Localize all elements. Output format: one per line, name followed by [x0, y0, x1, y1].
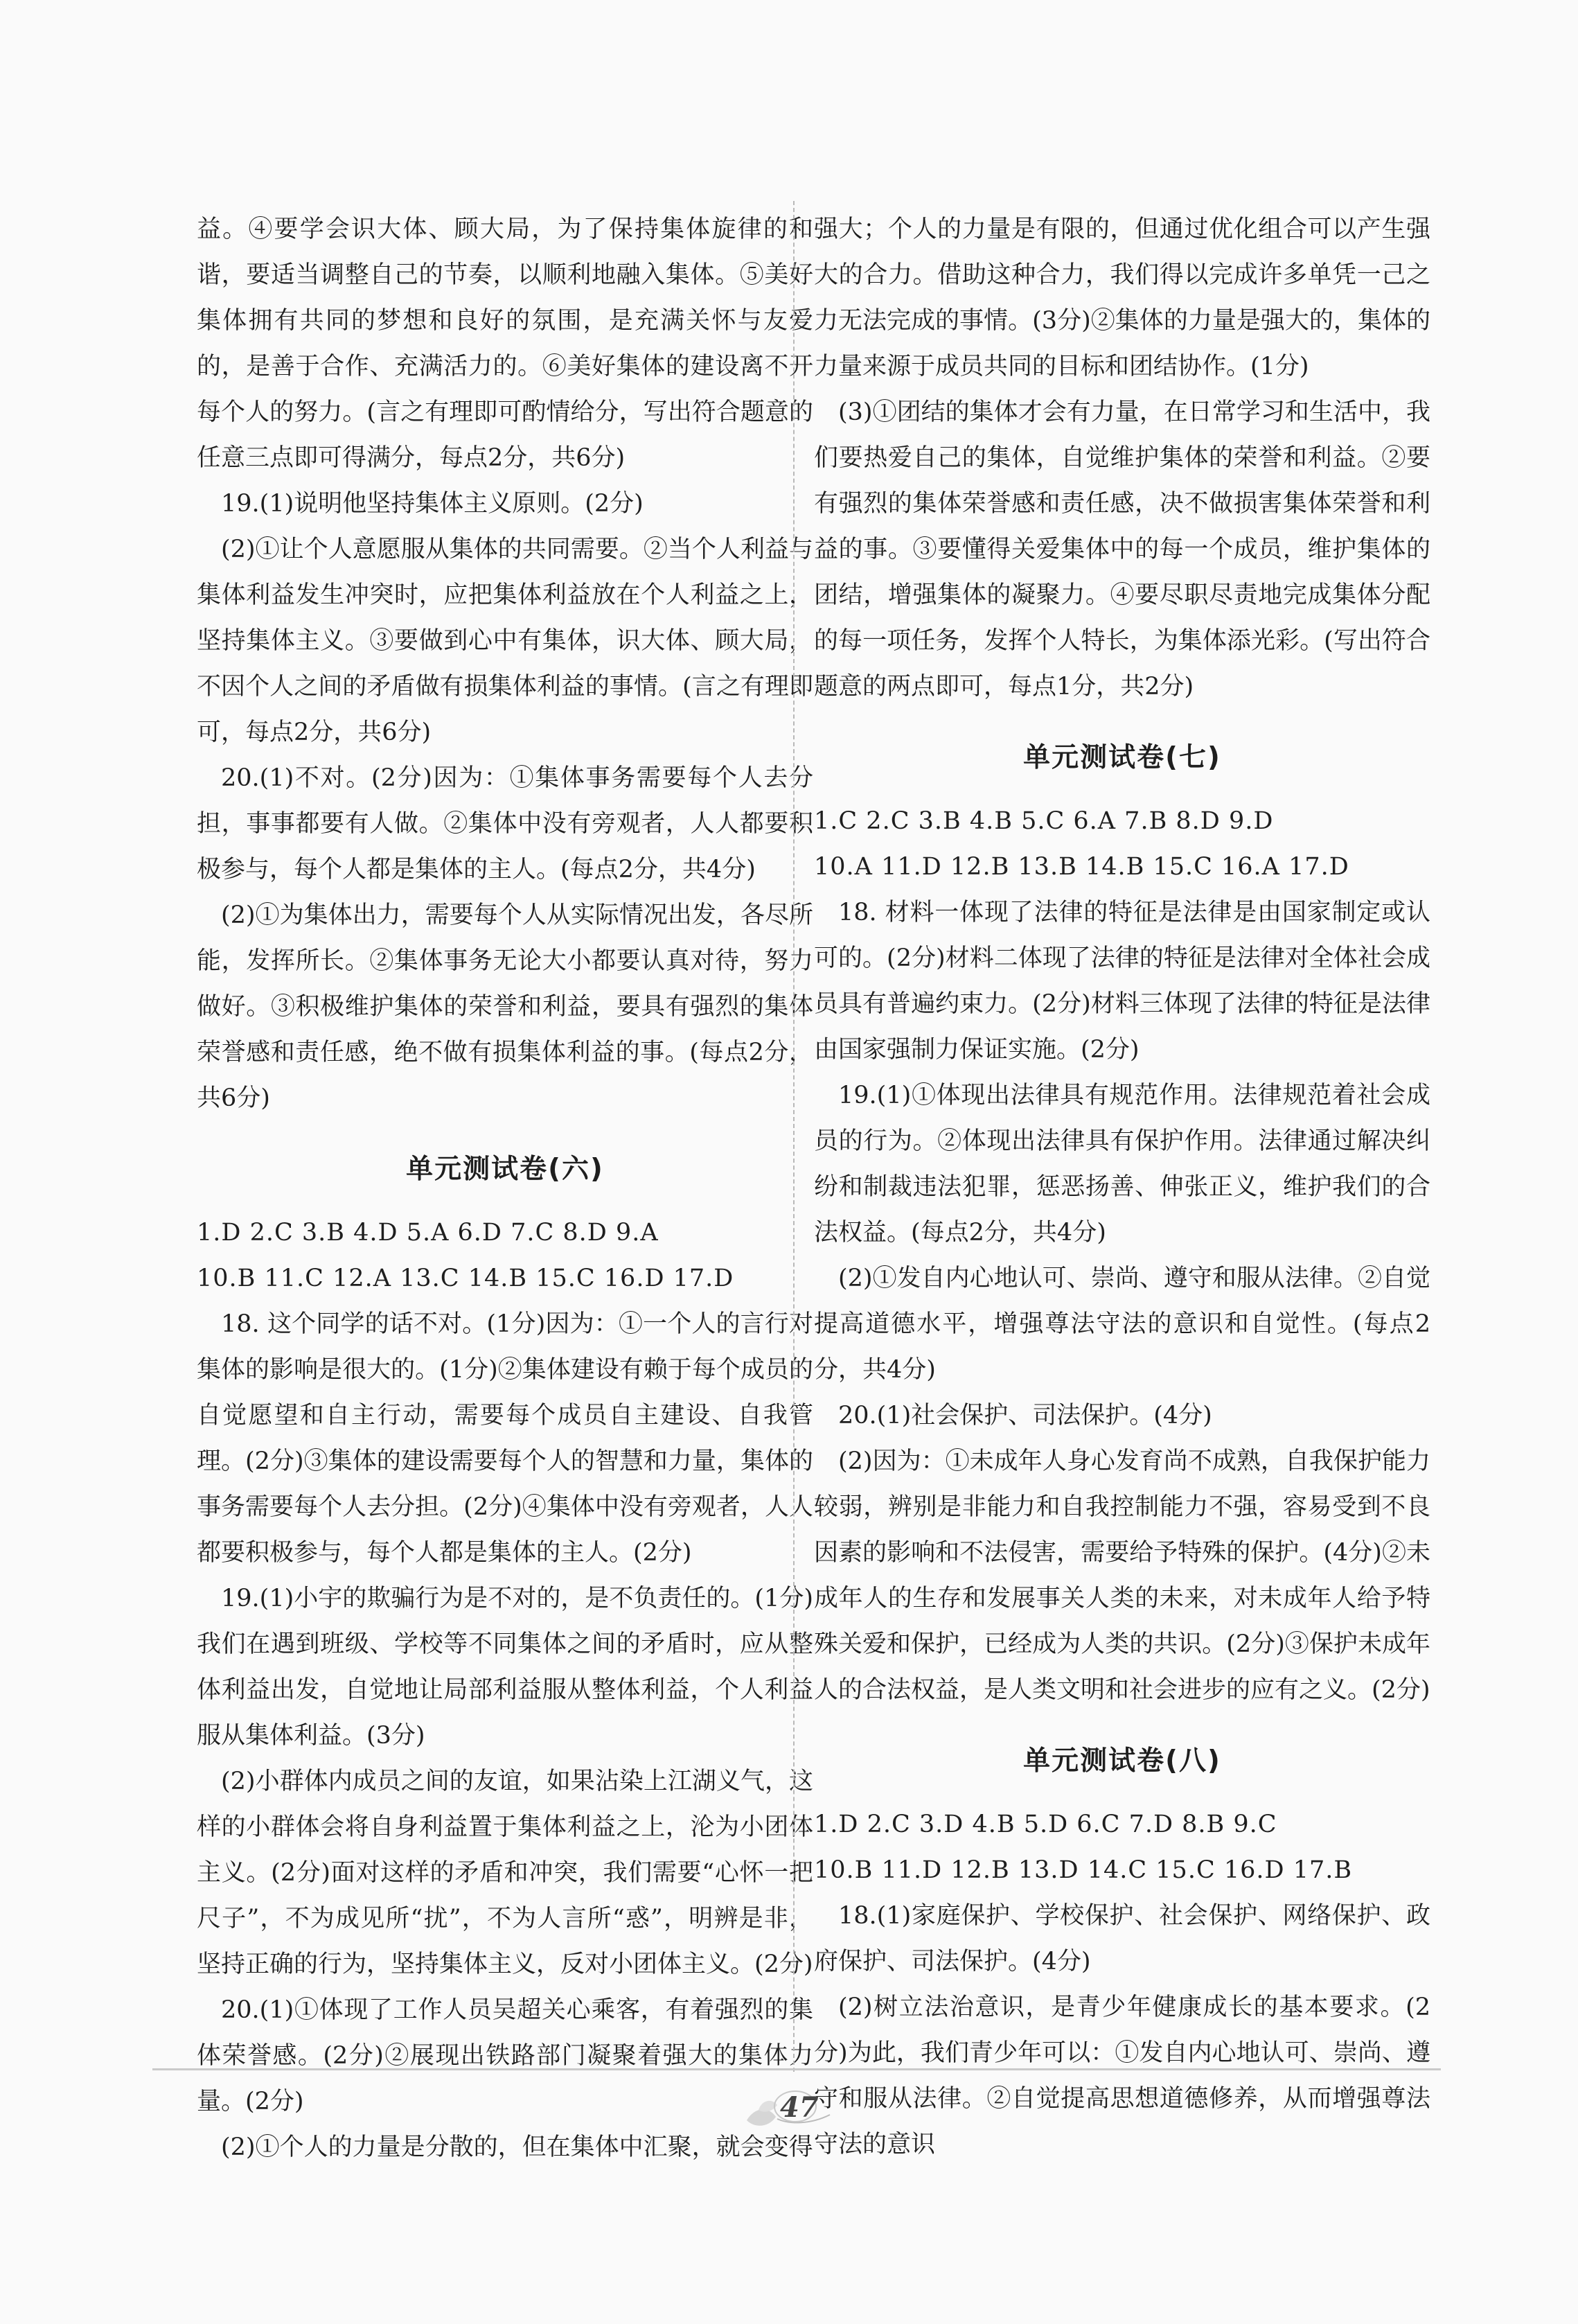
paragraph: 益。④要学会识大体、顾大局，为了保持集体旋律的和谐，要适当调整自己的节奏，以顺利地融入集体。⑤美好集体拥有共同的梦想和良好的氛围，是充满关怀与友爱的，是善于合作、充满活力的。⑥美好集体的建设离不开每个人的努力。(言之有理即可酌情给分，写出符合题意的任意三点即可得满分，每点2分，共6分) — [197, 215, 813, 472]
paragraph: 19.(1)说明他坚持集体主义原则。(2分) — [221, 490, 644, 518]
right-column — [814, 206, 1430, 2167]
paragraph: (2)①个人的力量是分散的，但在集体中汇聚，就会变得 — [221, 2133, 813, 2161]
section-heading: 单元测试卷(七) — [1023, 742, 1221, 773]
paragraph: 18.(1)家庭保护、学校保护、社会保护、网络保护、政府保护、司法保护。(4分) — [814, 1902, 1430, 1975]
left-column — [197, 206, 813, 2170]
column-divider — [793, 201, 795, 2072]
paragraph: 20.(1)不对。(2分)因为：①集体事务需要每个人去分担，事事都要有人做。②集体中没有旁观者，人人都要积极参与，每个人都是集体的主人。(每点2分，共4分) — [197, 764, 813, 883]
paragraph: 20.(1)①体现了工作人员吴超关心乘客，有着强烈的集体荣誉感。(2分)②展现出铁路部门凝聚着强大的集体力量。(2分) — [197, 1996, 813, 2115]
paragraph: (3)①团结的集体才会有力量，在日常学习和生活中，我们要热爱自己的集体，自觉维护集体的荣誉和利益。②要有强烈的集体荣誉感和责任感，决不做损害集体荣誉和利益的事。③要懂得关爱集体中的每一个成员，维护集体的团结，增强集体的凝聚力。④要尽职尽责地完成集体分配的每一项任务，发挥个人特长，为集体添光彩。(写出符合题意的两点即可，每点1分，共2分) — [814, 398, 1430, 701]
answer-key-line: 10.A 11.D 12.B 13.B 14.B 15.C 16.A 17.D — [814, 853, 1349, 881]
paragraph: (2)树立法治意识，是青少年健康成长的基本要求。(2分)为此，我们青少年可以：①发自内心地认可、崇尚、遵守和服从法律。②自觉提高思想道德修养，从而增强尊法守法的意识 — [814, 1993, 1430, 2158]
answer-key-line: 1.C 2.C 3.B 4.B 5.C 6.A 7.B 8.D 9.D — [814, 807, 1274, 835]
paragraph: 19.(1)小宇的欺骗行为是不对的，是不负责任的。(1分)我们在遇到班级、学校等不同集体之间的矛盾时，应从整体利益出发，自觉地让局部利益服从整体利益，个人利益服从集体利益。(3分) — [197, 1585, 813, 1750]
paragraph: 18. 材料一体现了法律的特征是法律是由国家制定或认可的。(2分)材料二体现了法律的特征是法律对全体社会成员具有普遍约束力。(2分)材料三体现了法律的特征是法律由国家强制力保证实施。(2分) — [814, 899, 1430, 1064]
page-number-ornament — [741, 2079, 838, 2134]
paragraph: 19.(1)①体现出法律具有规范作用。法律规范着社会成员的行为。②体现出法律具有保护作用。法律通过解决纠纷和制裁违法犯罪，惩恶扬善、伸张正义，维护我们的合法权益。(每点2分，共4分) — [814, 1082, 1430, 1247]
paragraph: 强大；个人的力量是有限的，但通过优化组合可以产生强大的合力。借助这种合力，我们得以完成许多单凭一己之力无法完成的事情。(3分)②集体的力量是强大的，集体的力量来源于成员共同的目标和团结协作。(1分) — [814, 215, 1430, 380]
section-heading: 单元测试卷(六) — [406, 1154, 604, 1185]
answer-key-line: 10.B 11.C 12.A 13.C 14.B 15.C 16.D 17.D — [197, 1265, 734, 1292]
paragraph: (2)①发自内心地认可、崇尚、遵守和服从法律。②自觉提高道德水平，增强尊法守法的意识和自觉性。(每点2分，共4分) — [814, 1265, 1430, 1384]
page-number: 47 — [780, 2091, 819, 2124]
answer-key-line: 1.D 2.C 3.D 4.B 5.D 6.C 7.D 8.B 9.C — [814, 1811, 1277, 1838]
paragraph: (2)①让个人意愿服从集体的共同需要。②当个人利益与集体利益发生冲突时，应把集体利益放在个人利益之上，坚持集体主义。③要做到心中有集体，识大体、顾大局，不因个人之间的矛盾做有损集体利益的事情。(言之有理即可，每点2分，共6分) — [197, 536, 813, 746]
paragraph: 18. 这个同学的话不对。(1分)因为：①一个人的言行对集体的影响是很大的。(1分)②集体建设有赖于每个成员的自觉愿望和自主行动，需要每个成员自主建设、自我管理。(2分)③集体的建设需要每个人的智慧和力量，集体的事务需要每个人去分担。(2分)④集体中没有旁观者，人人都要积极参与，每个人都是集体的主人。(2分) — [197, 1310, 813, 1567]
answer-key-line: 1.D 2.C 3.B 4.D 5.A 6.D 7.C 8.D 9.A — [197, 1219, 659, 1247]
section-heading: 单元测试卷(八) — [1023, 1745, 1221, 1777]
answer-key-line: 10.B 11.D 12.B 13.D 14.C 15.C 16.D 17.B — [814, 1856, 1353, 1884]
footer-rule — [152, 2068, 1441, 2070]
paragraph: (2)①为集体出力，需要每个人从实际情况出发，各尽所能，发挥所长。②集体事务无论大小都要认真对待，努力做好。③积极维护集体的荣誉和利益，要具有强烈的集体荣誉感和责任感，绝不做有损集体利益的事。(每点2分，共6分) — [197, 901, 813, 1112]
paragraph: (2)小群体内成员之间的友谊，如果沾染上江湖义气，这样的小群体会将自身利益置于集体利益之上，沦为小团体主义。(2分)面对这样的矛盾和冲突，我们需要“心怀一把尺子”，不为成见所“扰”，不为人言所“惑”，明辨是非，坚持正确的行为，坚持集体主义，反对小团体主义。(2分) — [197, 1768, 813, 1978]
paragraph: (2)因为：①未成年人身心发育尚不成熟，自我保护能力较弱，辨别是非能力和自我控制能力不强，容易受到不良因素的影响和不法侵害，需要给予特殊的保护。(4分)②未成年人的生存和发展事关人类的未来，对未成年人给予特殊关爱和保护，已经成为人类的共识。(2分)③保护未成年人的合法权益，是人类文明和社会进步的应有之义。(2分) — [814, 1447, 1430, 1704]
paragraph: 20.(1)社会保护、司法保护。(4分) — [838, 1402, 1212, 1429]
